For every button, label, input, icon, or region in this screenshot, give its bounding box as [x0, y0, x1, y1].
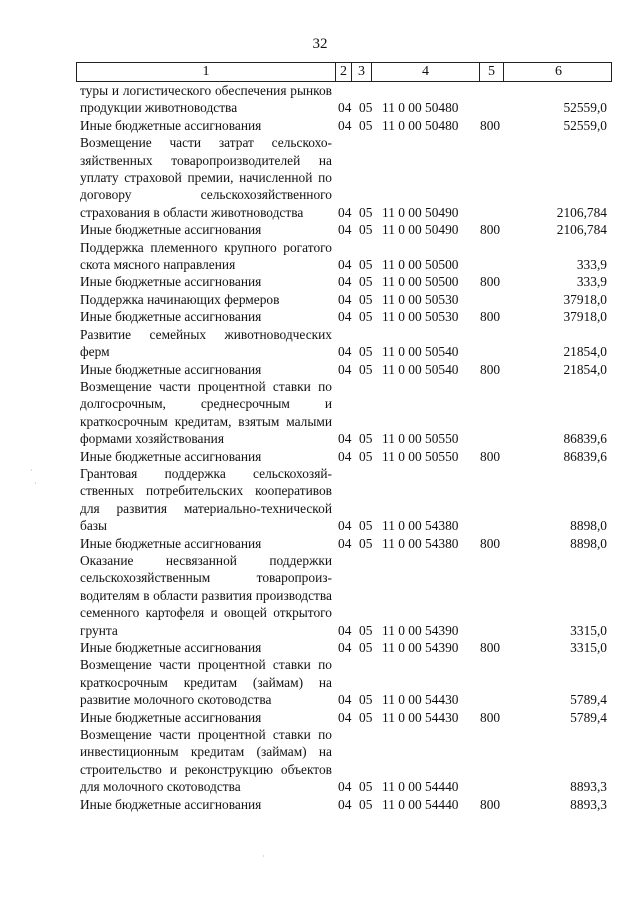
- scan-speck: ·: [34, 479, 37, 488]
- row-name: Иные бюджетные ассигнования: [80, 640, 262, 655]
- row-name: Иные бюджетные ассигнования: [80, 796, 262, 812]
- row-section: 04: [338, 222, 352, 238]
- table-row: [80, 796, 612, 813]
- row-amount: 86839,6: [563, 431, 607, 447]
- row-subsection: 05: [359, 796, 373, 812]
- row-amount: 52559,0: [563, 117, 607, 133]
- row-amount: 52559,0: [563, 100, 607, 116]
- row-target-code: 11 0 00 54390: [382, 640, 459, 656]
- table-row: [80, 117, 612, 134]
- row-subsection: 05: [359, 361, 373, 377]
- table-row: [80, 326, 612, 361]
- row-name: Иные бюджетные ассигнования: [80, 535, 262, 551]
- row-section: 04: [338, 204, 352, 220]
- row-target-code: 11 0 00 50530: [382, 291, 459, 307]
- row-section: 04: [338, 709, 352, 725]
- row-section: 04: [338, 692, 352, 708]
- row-subsection: 05: [359, 100, 373, 116]
- table-row: [80, 552, 612, 639]
- row-expense-type: 800: [480, 535, 501, 551]
- row-name: Возмещение части процентной ставки по краткосрочным кредитам (займам) на развитие молочного скотоводства: [80, 657, 332, 708]
- row-target-code: 11 0 00 54390: [382, 622, 459, 638]
- row-amount: 333,9: [576, 257, 607, 273]
- row-target-code: 11 0 00 50480: [382, 100, 459, 116]
- row-name: Возмещение части процентной ставки по инвестиционным кредитам (займам) на строительство и реконструкцию объектов для молочного скотоводства: [80, 727, 332, 795]
- row-codes: [338, 361, 607, 378]
- row-amount: 8898,0: [570, 535, 607, 551]
- row-section: 04: [338, 779, 352, 795]
- row-codes: [338, 796, 607, 813]
- row-amount: 2106,784: [556, 222, 607, 238]
- row-section: 04: [338, 448, 352, 464]
- row-subsection: 05: [359, 518, 373, 534]
- row-amount: 21854,0: [563, 344, 607, 360]
- row-expense-type: 800: [480, 640, 501, 656]
- header-col-1: 1: [77, 63, 336, 81]
- table-row: [80, 134, 612, 221]
- row-target-code: 11 0 00 50500: [382, 274, 459, 290]
- row-codes: [338, 430, 607, 447]
- row-target-code: 11 0 00 50550: [382, 448, 459, 464]
- scan-speck: ·: [30, 466, 33, 475]
- row-subsection: 05: [359, 535, 373, 551]
- row-section: 04: [338, 291, 352, 307]
- row-codes: [338, 622, 607, 639]
- row-target-code: 11 0 00 50490: [382, 204, 459, 220]
- row-codes: [338, 221, 607, 238]
- row-amount: 5789,4: [570, 709, 607, 725]
- row-subsection: 05: [359, 448, 373, 464]
- row-target-code: 11 0 00 50540: [382, 361, 459, 377]
- header-col-2: 2: [336, 63, 352, 81]
- row-name: Возмещение части затрат сельскохозяйственных товаропроизводителей на уплату страховой премии, начисленной по договору сельскохозяйственного страхования в области животноводства: [80, 135, 332, 220]
- row-section: 04: [338, 518, 352, 534]
- table-row: [80, 239, 612, 274]
- row-amount: 5789,4: [570, 692, 607, 708]
- row-subsection: 05: [359, 274, 373, 290]
- row-expense-type: 800: [480, 448, 501, 464]
- table-row: [80, 639, 612, 656]
- row-expense-type: 800: [480, 222, 501, 238]
- row-target-code: 11 0 00 54440: [382, 779, 459, 795]
- row-expense-type: 800: [480, 709, 501, 725]
- row-target-code: 11 0 00 54430: [382, 692, 459, 708]
- row-section: 04: [338, 640, 352, 656]
- row-section: 04: [338, 796, 352, 812]
- row-target-code: 11 0 00 54430: [382, 709, 459, 725]
- row-target-code: 11 0 00 50500: [382, 257, 459, 273]
- header-col-5: 5: [480, 63, 504, 81]
- table-row: [80, 308, 612, 325]
- row-codes: [338, 535, 607, 552]
- row-target-code: 11 0 00 54440: [382, 796, 459, 812]
- table-row: [80, 465, 612, 535]
- row-codes: [338, 343, 607, 360]
- row-subsection: 05: [359, 692, 373, 708]
- row-amount: 37918,0: [563, 291, 607, 307]
- table-row: [80, 273, 612, 290]
- row-codes: [338, 691, 607, 708]
- row-name: Развитие семейных животноводческих ферм: [80, 326, 332, 360]
- row-codes: [338, 448, 607, 465]
- row-name: Иные бюджетные ассигнования: [80, 222, 262, 238]
- page-number: 32: [312, 36, 328, 52]
- row-section: 04: [338, 431, 352, 447]
- row-target-code: 11 0 00 50480: [382, 117, 459, 133]
- row-subsection: 05: [359, 222, 373, 238]
- row-codes: [338, 291, 607, 308]
- row-codes: [338, 517, 607, 534]
- row-amount: 333,9: [576, 274, 607, 290]
- table-row: [80, 82, 612, 117]
- row-amount: 86839,6: [563, 448, 607, 464]
- row-expense-type: 800: [480, 117, 501, 133]
- row-name: Иные бюджетные ассигнования: [80, 361, 262, 377]
- row-amount: 2106,784: [556, 204, 607, 220]
- row-section: 04: [338, 535, 352, 551]
- row-subsection: 05: [359, 709, 373, 725]
- row-name: Оказание несвязанной поддержки сельскохозяйственным товаропроизводителям в области развития производства семенного картофеля и овощей открытого грунта: [80, 552, 332, 638]
- table-row: [80, 448, 612, 465]
- row-section: 04: [338, 361, 352, 377]
- row-amount: 3315,0: [570, 640, 607, 656]
- row-codes: [338, 204, 607, 221]
- row-name: Иные бюджетные ассигнования: [80, 448, 262, 464]
- table-row: [80, 535, 612, 552]
- row-section: 04: [338, 117, 352, 133]
- row-subsection: 05: [359, 257, 373, 273]
- row-codes: [338, 308, 607, 325]
- header-col-4: 4: [372, 63, 480, 81]
- table-row: [80, 378, 612, 448]
- row-name: туры и логистического обеспечения рынков продукции животноводства: [80, 83, 332, 116]
- row-amount: 3315,0: [570, 622, 607, 638]
- row-subsection: 05: [359, 344, 373, 360]
- row-amount: 8893,3: [570, 796, 607, 812]
- row-name: Иные бюджетные ассигнования: [80, 309, 262, 325]
- scan-speck: ·: [262, 852, 265, 861]
- row-amount: 37918,0: [563, 309, 607, 325]
- row-subsection: 05: [359, 309, 373, 325]
- row-expense-type: 800: [480, 309, 501, 325]
- row-section: 04: [338, 309, 352, 325]
- row-amount: 8898,0: [570, 518, 607, 534]
- row-codes: [338, 99, 607, 116]
- budget-table-body: [80, 82, 612, 813]
- table-row: [80, 656, 612, 708]
- header-col-6: 6: [555, 64, 562, 79]
- row-subsection: 05: [359, 640, 373, 656]
- row-subsection: 05: [359, 204, 373, 220]
- row-name: Поддержка начинающих фермеров: [80, 291, 280, 307]
- row-section: 04: [338, 622, 352, 638]
- table-row: [80, 726, 612, 796]
- row-codes: [338, 273, 607, 290]
- table-row: [80, 709, 612, 726]
- row-target-code: 11 0 00 50530: [382, 309, 459, 325]
- table-row: [80, 291, 612, 308]
- row-amount: 21854,0: [563, 361, 607, 377]
- row-name: Иные бюджетные ассигнования: [80, 274, 262, 290]
- row-codes: [338, 256, 607, 273]
- row-codes: [338, 709, 607, 726]
- row-target-code: 11 0 00 54380: [382, 535, 459, 551]
- row-codes: [338, 117, 607, 134]
- header-col-3: 3: [352, 63, 372, 81]
- row-target-code: 11 0 00 50490: [382, 222, 459, 238]
- row-subsection: 05: [359, 431, 373, 447]
- row-target-code: 11 0 00 50540: [382, 344, 459, 360]
- table-row: [80, 221, 612, 238]
- row-name: Иные бюджетные ассигнования: [80, 117, 262, 133]
- table-row: [80, 361, 612, 378]
- row-subsection: 05: [359, 117, 373, 133]
- row-subsection: 05: [359, 779, 373, 795]
- row-name: Грантовая поддержка сельскохозяйственных потребительских кооперативов для развития материально-технической базы: [80, 465, 332, 534]
- row-codes: [338, 778, 607, 795]
- row-name: Поддержка племенного крупного рогатого скота мясного направления: [80, 239, 332, 273]
- row-subsection: 05: [359, 291, 373, 307]
- row-section: 04: [338, 100, 352, 116]
- row-subsection: 05: [359, 622, 373, 638]
- row-amount: 8893,3: [570, 779, 607, 795]
- row-section: 04: [338, 344, 352, 360]
- row-expense-type: 800: [480, 274, 501, 290]
- row-target-code: 11 0 00 50550: [382, 431, 459, 447]
- row-target-code: 11 0 00 54380: [382, 518, 459, 534]
- row-expense-type: 800: [480, 796, 501, 812]
- row-codes: [338, 639, 607, 656]
- row-name: Возмещение части процентной ставки по долгосрочным, среднесрочным и краткосрочным кредитам, взятым малыми формами хозяйствования: [80, 378, 332, 447]
- table-header: [76, 62, 612, 82]
- row-name: Иные бюджетные ассигнования: [80, 709, 262, 725]
- row-expense-type: 800: [480, 361, 501, 377]
- row-section: 04: [338, 257, 352, 273]
- row-section: 04: [338, 274, 352, 290]
